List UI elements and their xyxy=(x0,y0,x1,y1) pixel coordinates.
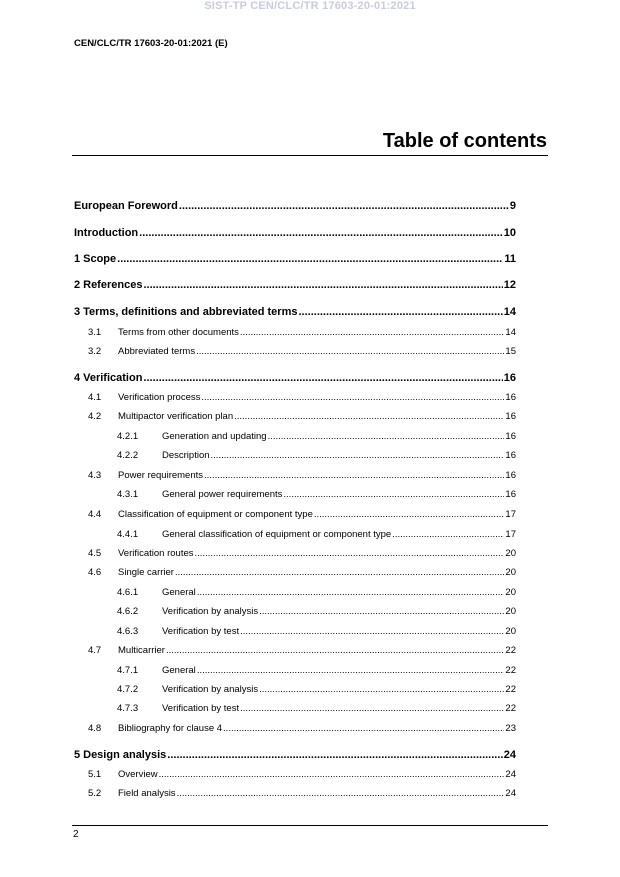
toc-entry-number: 2 xyxy=(74,279,81,291)
toc-leader-dots xyxy=(240,626,504,637)
toc-entry-title: Terms, definitions and abbreviated terms xyxy=(83,306,298,318)
toc-leader-dots xyxy=(159,769,505,780)
title-divider xyxy=(72,155,548,156)
toc-entry-page: 14 xyxy=(503,306,516,318)
toc-leader-dots xyxy=(143,279,502,291)
toc-entry-page: 16 xyxy=(505,411,516,422)
toc-entry-title: Design analysis xyxy=(83,749,167,761)
toc-entry-number: 4.2.2 xyxy=(117,450,139,461)
toc-entry[interactable] xyxy=(88,788,516,799)
toc-leader-dots xyxy=(259,606,504,617)
toc-entry[interactable] xyxy=(74,227,516,239)
toc-entry-title: Power requirements xyxy=(118,470,204,481)
toc-entry[interactable] xyxy=(88,470,516,481)
toc-entry-page: 23 xyxy=(505,723,516,734)
toc-entry[interactable] xyxy=(88,327,516,338)
toc-entry-page: 17 xyxy=(505,509,516,520)
toc-entry-number: 4.6 xyxy=(88,567,102,578)
toc-entry[interactable] xyxy=(117,431,516,442)
toc-entry-title: Overview xyxy=(118,769,158,780)
toc-entry-title: Verification by analysis xyxy=(162,606,259,617)
toc-entry-number: 4.7 xyxy=(88,645,102,656)
toc-leader-dots xyxy=(240,703,504,714)
toc-entry-page: 24 xyxy=(505,769,516,780)
toc-entry-page: 16 xyxy=(505,470,516,481)
toc-entry-number: 4.1 xyxy=(88,392,102,403)
toc-entry-number: 3.1 xyxy=(88,327,102,338)
toc-leader-dots xyxy=(197,587,505,598)
toc-leader-dots xyxy=(143,372,502,384)
toc-entry-number: 4.4.1 xyxy=(117,529,139,540)
toc-entry-page: 22 xyxy=(505,645,516,656)
toc-leader-dots xyxy=(139,227,503,239)
footer-divider xyxy=(72,825,548,826)
toc-leader-dots xyxy=(195,548,505,559)
toc-entry[interactable] xyxy=(88,411,516,422)
toc-entry-title: General power requirements xyxy=(162,489,283,500)
toc-leader-dots xyxy=(314,509,505,520)
toc-entry-number: 4.6.2 xyxy=(117,606,139,617)
toc-entry-page: 16 xyxy=(505,489,516,500)
toc-entry-title: Multipactor verification plan xyxy=(118,411,234,422)
toc-entry-title: General xyxy=(162,665,196,676)
page-title: Table of contents xyxy=(382,130,547,152)
toc-entry-title: Verification by test xyxy=(162,703,240,714)
toc-entry[interactable] xyxy=(117,703,516,714)
toc-entry-title: Field analysis xyxy=(118,788,176,799)
toc-entry-page: 20 xyxy=(505,548,516,559)
toc-entry[interactable] xyxy=(88,567,516,578)
toc-entry[interactable] xyxy=(117,489,516,500)
watermark: SIST-TP CEN/CLC/TR 17603-20-01:2021 xyxy=(204,0,416,12)
toc-entry[interactable] xyxy=(117,626,516,637)
toc-entry-number: 4.2 xyxy=(88,411,102,422)
toc-entry-title: Multicarrier xyxy=(118,645,165,656)
toc-entry-number: 3 xyxy=(74,306,81,318)
toc-entry-title: Introduction xyxy=(74,227,139,239)
toc-entry-page: 16 xyxy=(505,450,516,461)
toc-entry-page: 11 xyxy=(504,253,516,265)
toc-entry-number: 4.6.3 xyxy=(117,626,139,637)
document-id: CEN/CLC/TR 17603-20-01:2021 (E) xyxy=(74,38,228,49)
toc-entry-page: 22 xyxy=(505,684,516,695)
toc-entry-page: 22 xyxy=(505,665,516,676)
toc-entry-number: 4.8 xyxy=(88,723,102,734)
toc-entry-title: Verification xyxy=(83,372,143,384)
toc-entry-title: Verification by test xyxy=(162,626,240,637)
toc-entry-page: 20 xyxy=(505,567,516,578)
toc-entry-page: 24 xyxy=(505,788,516,799)
toc-entry-number: 5.2 xyxy=(88,788,102,799)
toc-leader-dots xyxy=(179,200,509,212)
toc-entry[interactable] xyxy=(88,645,516,656)
toc-entry-number: 4.7.1 xyxy=(117,665,139,676)
toc-entry[interactable] xyxy=(117,587,516,598)
toc-entry-number: 5 xyxy=(74,749,81,761)
toc-leader-dots xyxy=(240,327,505,338)
toc-entry-title: Verification by analysis xyxy=(162,684,259,695)
toc-entry-page: 20 xyxy=(505,626,516,637)
toc-entry-page: 20 xyxy=(505,587,516,598)
toc-entry-number: 4.3.1 xyxy=(117,489,139,500)
toc-entry[interactable] xyxy=(88,509,516,520)
toc-entry-number: 5.1 xyxy=(88,769,102,780)
toc-entry-page: 16 xyxy=(505,431,516,442)
toc-entry-title: General xyxy=(162,587,196,598)
toc-entry-number: 4.6.1 xyxy=(117,587,139,598)
toc-entry-number: 4.7.3 xyxy=(117,703,139,714)
toc-entry[interactable] xyxy=(117,684,516,695)
toc-entry-page: 17 xyxy=(505,529,516,540)
toc-entry-title: Verification process xyxy=(118,392,201,403)
toc-entry-page: 22 xyxy=(505,703,516,714)
toc-entry-title: Bibliography for clause 4 xyxy=(118,723,223,734)
toc-entry[interactable] xyxy=(88,723,516,734)
toc-entry-page: 12 xyxy=(503,279,516,291)
toc-leader-dots xyxy=(223,723,504,734)
toc-leader-dots xyxy=(177,788,505,799)
toc-entry[interactable] xyxy=(117,450,516,461)
toc-entry-title: Description xyxy=(162,450,210,461)
page-number: 2 xyxy=(73,829,79,840)
toc-leader-dots xyxy=(196,346,504,357)
toc-entry-number: 4.2.1 xyxy=(117,431,139,442)
toc-leader-dots xyxy=(166,645,504,656)
toc-leader-dots xyxy=(268,431,505,442)
toc-entry-title: Verification routes xyxy=(118,548,194,559)
toc-leader-dots xyxy=(298,306,502,318)
toc-entry[interactable] xyxy=(88,769,516,780)
toc-leader-dots xyxy=(234,411,504,422)
toc-entry-title: Scope xyxy=(83,253,117,265)
toc-entry-page: 14 xyxy=(505,327,516,338)
toc-entry-number: 4 xyxy=(74,372,81,384)
toc-entry[interactable] xyxy=(74,279,516,291)
toc-leader-dots xyxy=(204,470,504,481)
toc-leader-dots xyxy=(283,489,504,500)
toc-entry-page: 9 xyxy=(509,200,516,212)
toc-entry[interactable] xyxy=(74,253,516,265)
toc-entry-number: 4.3 xyxy=(88,470,102,481)
toc-entry-page: 16 xyxy=(503,372,516,384)
toc-entry-number: 3.2 xyxy=(88,346,102,357)
toc-leader-dots xyxy=(201,392,504,403)
toc-entry-title: General classification of equipment or component type xyxy=(162,529,392,540)
toc-entry-title: Terms from other documents xyxy=(118,327,239,338)
toc-entry-title: European Foreword xyxy=(74,200,178,212)
toc-entry[interactable] xyxy=(88,346,516,357)
toc-leader-dots xyxy=(117,253,503,265)
toc-leader-dots xyxy=(175,567,504,578)
toc-leader-dots xyxy=(167,749,502,761)
toc-entry-number: 4.7.2 xyxy=(117,684,139,695)
toc-entry-title: Single carrier xyxy=(118,567,174,578)
toc-entry-title: Classification of equipment or component type xyxy=(118,509,313,520)
toc-entry[interactable] xyxy=(117,606,516,617)
toc-entry[interactable] xyxy=(117,529,516,540)
toc-entry-title: References xyxy=(83,279,143,291)
toc-entry-page: 10 xyxy=(503,227,516,239)
toc-entry-page: 20 xyxy=(505,606,516,617)
toc-entry-page: 16 xyxy=(505,392,516,403)
toc-leader-dots xyxy=(211,450,505,461)
toc-leader-dots xyxy=(392,529,504,540)
toc-entry[interactable] xyxy=(74,200,516,212)
toc-entry-title: Abbreviated terms xyxy=(118,346,196,357)
toc-entry-number: 4.4 xyxy=(88,509,102,520)
toc-entry[interactable] xyxy=(74,372,516,384)
toc-entry[interactable] xyxy=(74,749,516,761)
toc-entry-number: 1 xyxy=(74,253,81,265)
toc-entry[interactable] xyxy=(117,665,516,676)
toc-leader-dots xyxy=(197,665,505,676)
toc-entry-page: 15 xyxy=(505,346,516,357)
toc-entry-number: 4.5 xyxy=(88,548,102,559)
toc-leader-dots xyxy=(259,684,504,695)
toc-entry[interactable] xyxy=(74,306,516,318)
toc-entry[interactable] xyxy=(88,548,516,559)
toc-entry[interactable] xyxy=(88,392,516,403)
toc-entry-page: 24 xyxy=(503,749,516,761)
toc-entry-title: Generation and updating xyxy=(162,431,267,442)
